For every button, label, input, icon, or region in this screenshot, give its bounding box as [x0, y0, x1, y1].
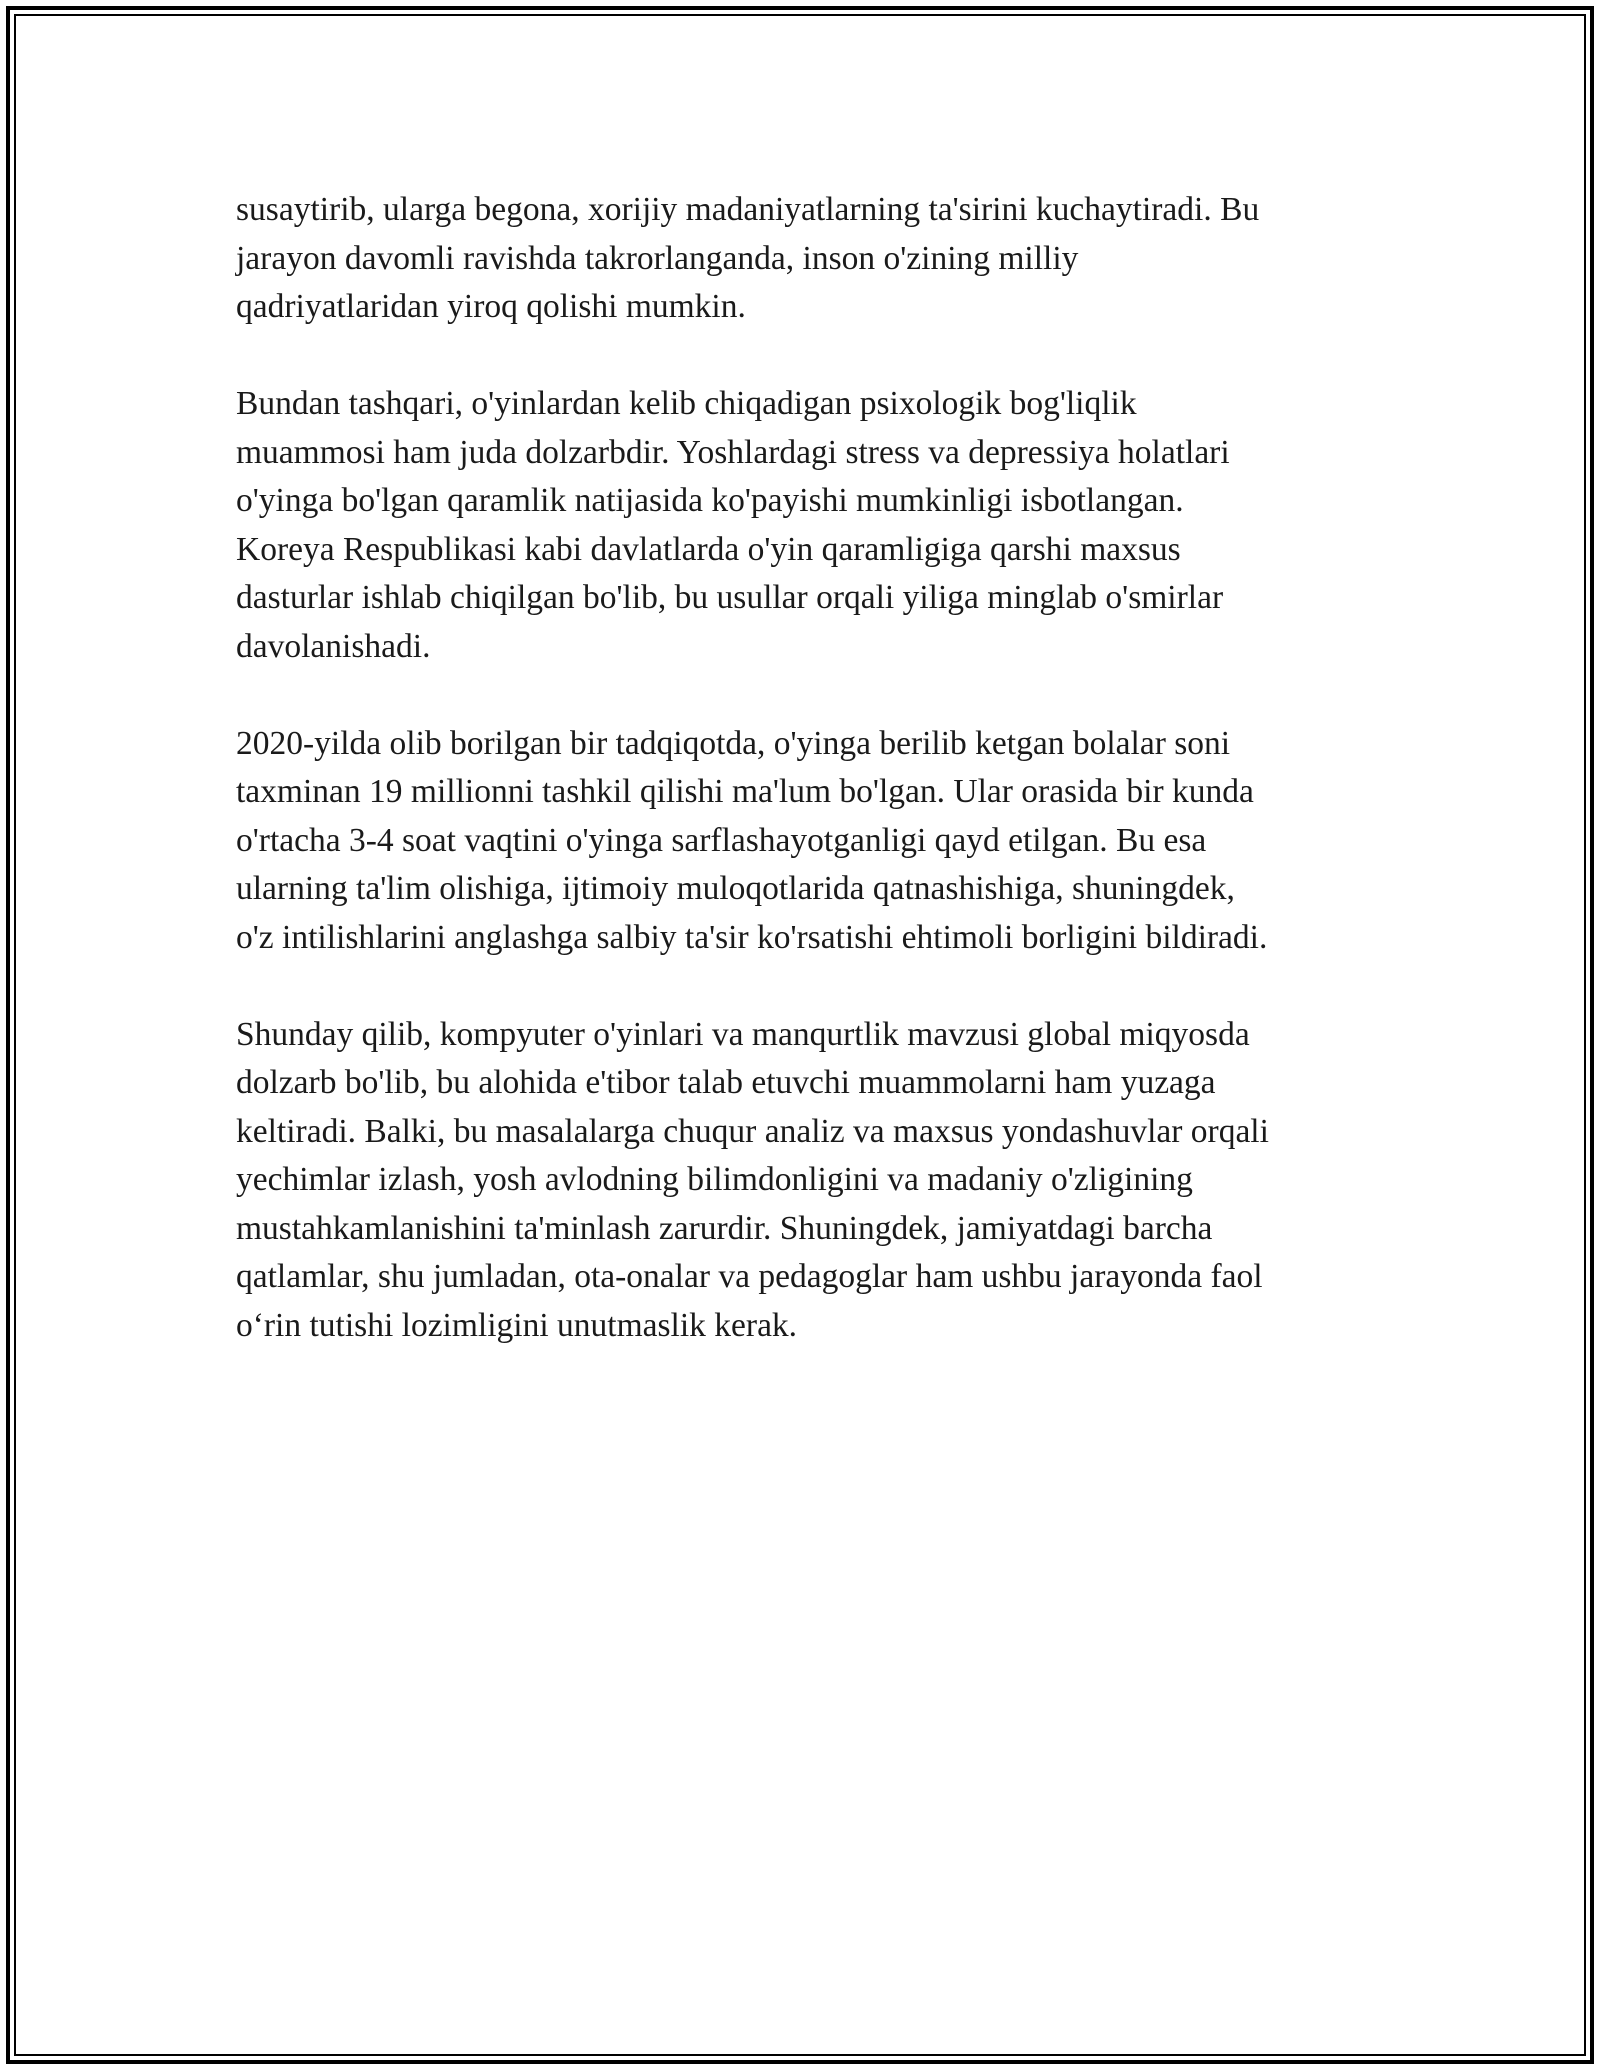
text-line: jarayon davomli ravishda takrorlanganda, inson o'zining milliy: [236, 239, 1079, 277]
text-line: Koreya Respublikasi kabi davlatlarda o'yin qaramligiga qarshi maxsus: [236, 530, 1181, 568]
text-line: o'z intilishlarini anglashga salbiy ta'sir ko'rsatishi ehtimoli borligini bildiradi.: [236, 918, 1268, 956]
text-line: ularning ta'lim olishiga, ijtimoiy muloqotlarida qatnashishiga, shuningdek,: [236, 870, 1235, 907]
text-line: o'yinga bo'lgan qaramlik natijasida ko'payishi mumkinligi isbotlangan.: [236, 482, 1184, 519]
text-line: yechimlar izlash, yosh avlodning bilimdonligini va madaniy o'zligining: [236, 1161, 1193, 1198]
text-line: o‘rin tutishi lozimligini unutmaslik kerak.: [236, 1306, 798, 1344]
text-line: taxminan 19 millionni tashkil qilishi ma'lum bo'lgan. Ular orasida bir kunda: [236, 773, 1254, 810]
text-line: keltiradi. Balki, bu masalalarga chuqur analiz va maxsus yondashuvlar orqali: [236, 1112, 1269, 1150]
paragraph-2: [236, 380, 1376, 671]
text-line: 2020-yilda olib borilgan bir tadqiqotda, o'yinga berilib ketgan bolalar soni: [236, 724, 1231, 762]
paragraph-1: [236, 186, 1376, 332]
text-line: mustahkamlanishini ta'minlash zarurdir. Shuningdek, jamiyatdagi barcha: [236, 1209, 1213, 1247]
text-line: qadriyatlaridan yiroq qolishi mumkin.: [236, 288, 746, 325]
text-line: dolzarb bo'lib, bu alohida e'tibor talab etuvchi muammolarni ham yuzaga: [236, 1064, 1216, 1101]
text-line: o'rtacha 3-4 soat vaqtini o'yinga sarflashayotganligi qayd etilgan. Bu esa: [236, 821, 1207, 859]
text-line: davolanishadi.: [236, 627, 431, 665]
text-line: Bundan tashqari, o'yinlardan kelib chiqadigan psixologik bog'liqlik: [236, 385, 1137, 422]
paragraph-3: [236, 720, 1376, 963]
document-body: [236, 186, 1376, 1399]
paragraph-4: [236, 1011, 1376, 1351]
text-line: Shunday qilib, kompyuter o'yinlari va manqurtlik mavzusi global miqyosda: [236, 1015, 1250, 1053]
text-line: muammosi ham juda dolzarbdir. Yoshlardagi stress va depressiya holatlari: [236, 433, 1230, 471]
text-line: dasturlar ishlab chiqilgan bo'lib, bu usullar orqali yiliga minglab o'smirlar: [236, 579, 1224, 616]
text-line: qatlamlar, shu jumladan, ota-onalar va pedagoglar ham ushbu jarayonda faol: [236, 1258, 1263, 1295]
text-line: susaytirib, ularga begona, xorijiy madaniyatlarning ta'sirini kuchaytiradi. Bu: [236, 191, 1260, 228]
